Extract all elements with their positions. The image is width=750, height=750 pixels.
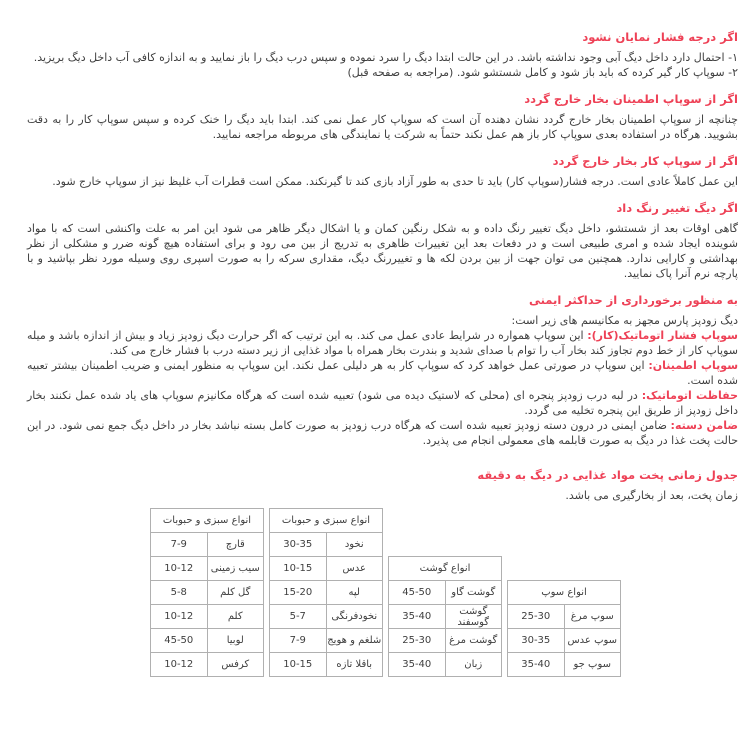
paragraph: این عمل کاملاً عادی است. درجه فشار(سوپاپ کار) باید تا حدی به طور آزاد بازی کند تا گیرنکند. ممکن است قطرات آب غلیظ نیز از سوپاپ خارج شود. (52, 175, 738, 188)
food-name-cell: زبان (445, 653, 502, 677)
meat-table (388, 556, 502, 677)
table-row (270, 533, 383, 557)
cooking-time-tables (150, 508, 738, 677)
soup-table (507, 580, 621, 677)
table-row (270, 653, 383, 677)
section-safety-valve-steam (27, 92, 738, 142)
table-header-row (389, 557, 502, 581)
section-discoloration (27, 201, 738, 281)
section-heading-discoloration: اگر دیگ تغییر رنگ داد (616, 201, 738, 215)
cook-time-cell: 7-9 (151, 533, 208, 557)
cook-time-cell: 5-8 (151, 581, 208, 605)
food-name-cell: کلم (207, 605, 264, 629)
paragraph: ۱- احتمال دارد داخل دیگ آبی وجود نداشته باشد. در این حالت ابتدا دیگ را سرد نموده و سپس درب دیگ را باز نمایید و به اندازه کافی آب داخل دیگ بریزید. (33, 51, 738, 64)
food-name-cell: سیب زمینی (207, 557, 264, 581)
cook-time-cell: 10-15 (270, 557, 327, 581)
food-name-cell: نخودفرنگی (326, 605, 383, 629)
food-name-cell: کرفس (207, 653, 264, 677)
cook-time-cell: 45-50 (389, 581, 446, 605)
food-name-cell: باقلا تازه (326, 653, 383, 677)
table-header-row (270, 509, 383, 533)
table-title: انواع سوپ (508, 581, 621, 605)
cook-time-cell: 30-35 (270, 533, 327, 557)
table-row (151, 581, 264, 605)
table-row (508, 653, 621, 677)
section-working-valve-steam (27, 154, 738, 189)
table-header-row (508, 581, 621, 605)
cook-time-cell: 7-9 (270, 629, 327, 653)
table-row (508, 605, 621, 629)
food-name-cell: عدس (326, 557, 383, 581)
veg-table-2 (269, 508, 383, 677)
section-max-safety (27, 293, 738, 448)
food-name-cell: گل کلم (207, 581, 264, 605)
mechanism-text: در لبه درب زودپز پنجره ای (محلی که لاستیک دیده می شود) تعبیه شده است که هرگاه مکانیزم سوپاپ های یاد شده عمل نکنند بخار داخل زودپز از طریق این پنجره تخلیه می گردد. (27, 389, 738, 417)
mechanism-text: این سوپاپ در صورتی عمل خواهد کرد که سوپاپ کار به هر دلیلی عمل نکند. این سوپاپ به منظور ایمنی و ضریب اطمینان بیشتر تعبیه شده است. (27, 359, 738, 387)
cook-time-cell: 35-40 (389, 653, 446, 677)
section-heading-max-safety: به منظور برخورداری از حداکثر ایمنی (528, 293, 738, 307)
mechanism-text: این سوپاپ همواره در شرایط عادی عمل می کند. به این ترتیب که اگر حرارت دیگ زودپز زیاد و بیش از اندازه باشد و میله سوپاپ کار از خط دوم تجاوز کند بخار آب را توام با صدای شدید و بندرت بخار همراه با مواد غذایی از زیر دسته درب با فشار خارج می کند. (27, 329, 738, 357)
mechanism-label: حفاظت اتوماتیک: (641, 389, 738, 402)
table-row (389, 581, 502, 605)
section-cook-times (27, 468, 738, 677)
mechanism-handle-latch (27, 418, 738, 448)
paragraph: چنانچه از سوپاپ اطمینان بخار خارج گردد نشان دهنده آن است که سوپاپ کار عمل نمی کند. ابتدا باید دیگ را خنک کرده و سپس سوپاپ کار را به دقت بشویید. هرگاه در استفاده بعدی سوپاپ کار باز هم عمل نکند حتماً به شرکت یا نمایندگی های مربوطه مراجعه نمایید. (27, 113, 738, 141)
table-row (151, 629, 264, 653)
food-name-cell: گوشت گاو (445, 581, 502, 605)
cook-time-cell: 35-40 (389, 605, 446, 629)
food-name-cell: گوشت گوسفند (445, 605, 502, 629)
food-name-cell: سوپ جو (564, 653, 621, 677)
food-name-cell: نخود (326, 533, 383, 557)
cook-time-cell: 5-7 (270, 605, 327, 629)
table-row (389, 629, 502, 653)
cook-time-cell: 10-12 (151, 653, 208, 677)
food-name-cell: قارچ (207, 533, 264, 557)
paragraph: ۲- سوپاپ کار گیر کرده که باید باز شود و کامل شستشو شود. (مراجعه به صفحه قبل) (347, 66, 738, 79)
mechanisms-intro: دیگ زودپز پارس مجهز به مکانیسم های زیر است: (511, 314, 738, 327)
table-row (270, 605, 383, 629)
section-heading-working-valve: اگر از سوپاپ کار بخار خارج گردد (552, 154, 738, 168)
table-row (151, 533, 264, 557)
table-row (151, 653, 264, 677)
food-name-cell: سوپ عدس (564, 629, 621, 653)
table-title: انواع گوشت (389, 557, 502, 581)
section-heading-cook-times: جدول زمانی پخت مواد غذایی در دیگ به دقیقه (477, 468, 738, 482)
mechanism-label: ضامن دسته: (670, 419, 738, 432)
table-row (389, 653, 502, 677)
table-row (151, 557, 264, 581)
cook-time-cell: 10-12 (151, 557, 208, 581)
table-row (508, 629, 621, 653)
cook-time-cell: 25-30 (389, 629, 446, 653)
mechanism-label: سوپاپ اطمینان: (648, 359, 739, 372)
table-row (151, 605, 264, 629)
veg-table-1 (150, 508, 264, 677)
mechanism-text: ضامن ایمنی در درون دسته زودپز تعبیه شده است که هرگاه درب زودپز به صورت کامل بسته نباشد بخار در داخل دیگ جمع نمی شود. در این حالت پخت غذا در دیگ به صورت قابلمه های معمولی انجام می پذیرد. (27, 419, 738, 447)
section-no-pressure (27, 30, 738, 80)
mechanism-auto-pressure-valve (27, 328, 738, 358)
cook-time-cell: 15-20 (270, 581, 327, 605)
table-title: انواع سبزی و حبوبات (270, 509, 383, 533)
table-header-row (151, 509, 264, 533)
cook-time-cell: 25-30 (508, 605, 565, 629)
food-name-cell: لوبیا (207, 629, 264, 653)
paragraph: گاهی اوقات بعد از شستشو، داخل دیگ تغییر رنگ داده و به شکل رنگین کمان و یا اشکال دیگر ظاهر می شود این امر به علت واکنشی است که با مواد شوینده ایجاد شده و امری طبیعی است و در دفعات بعد این تغییرات ظاهری به تدریج از بین می رود و برای استفاده هیچ گونه ضرر و مشکلی از نظر بهداشتی و کارایی ندارد. همچنین می توان جهت از بین بردن لکه ها و تغییررنگ دیگ، مقداری سرکه را به صورت اسپری روی وسیله مورد نظر بپاشید و با پارچه نرم آنرا پاک نمایید. (27, 222, 738, 280)
table-title: انواع سبزی و حبوبات (151, 509, 264, 533)
table-row (270, 557, 383, 581)
table-row (270, 581, 383, 605)
cook-time-cell: 10-12 (151, 605, 208, 629)
cook-time-cell: 45-50 (151, 629, 208, 653)
table-row (270, 629, 383, 653)
cook-time-cell: 10-15 (270, 653, 327, 677)
mechanism-auto-protection (27, 388, 738, 418)
food-name-cell: گوشت مرغ (445, 629, 502, 653)
section-heading-safety-valve: اگر از سوپاپ اطمینان بخار خارج گردد (524, 92, 738, 106)
cook-time-cell: 30-35 (508, 629, 565, 653)
cook-time-cell: 35-40 (508, 653, 565, 677)
table-row (389, 605, 502, 629)
section-heading-no-pressure: اگر درجه فشار نمایان نشود (582, 30, 738, 44)
food-name-cell: سوپ مرغ (564, 605, 621, 629)
mechanism-safety-valve (27, 358, 738, 388)
cook-times-note: زمان پخت، بعد از بخارگیری می باشد. (565, 489, 738, 502)
food-name-cell: شلغم و هویج (326, 629, 383, 653)
mechanism-label: سوپاپ فشار اتوماتیک(کار): (587, 329, 738, 342)
food-name-cell: لپه (326, 581, 383, 605)
